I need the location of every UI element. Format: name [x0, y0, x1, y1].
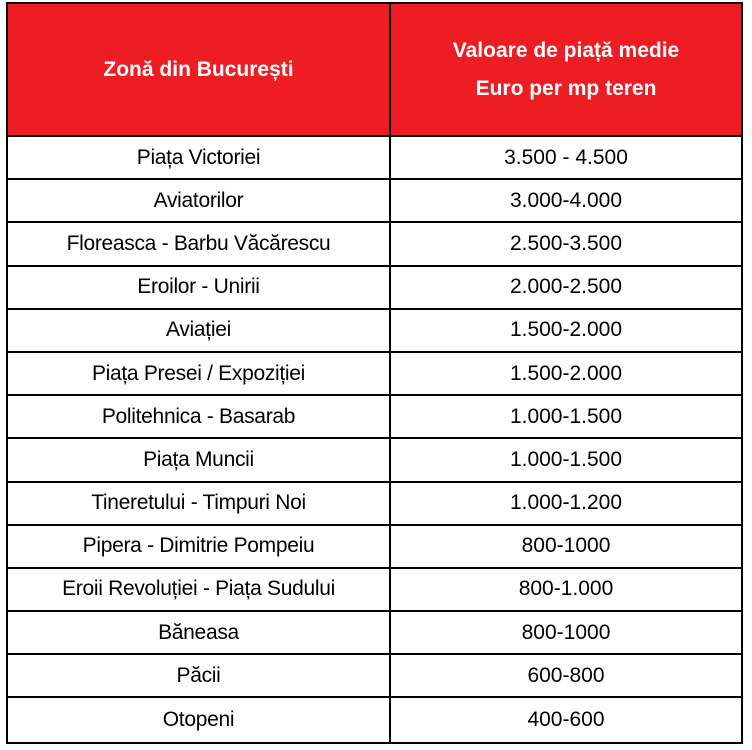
value-cell: 1.000-1.200 [509, 491, 623, 515]
zone-cell: Eroii Revoluției - Piața Sudului [8, 569, 391, 610]
zone-cell: Piața Victoriei [8, 137, 391, 178]
table-row [8, 310, 741, 353]
zone-cell: Păcii [8, 655, 391, 696]
table-row [8, 698, 741, 741]
zone-cell: Aviației [8, 310, 391, 351]
table-row [8, 180, 741, 223]
zone-cell: Eroilor - Unirii [8, 267, 391, 308]
value-cell: 800-1.000 [518, 577, 614, 601]
table-row [8, 223, 741, 266]
header-value-line1: Valoare de piață medie [452, 38, 680, 62]
value-cell: 800-1000 [521, 620, 611, 644]
zone-cell: Aviatorilor [8, 180, 391, 221]
value-cell: 1.000-1.500 [509, 404, 623, 428]
price-table [6, 2, 743, 744]
table-row [8, 655, 741, 698]
zone-cell: Pipera - Dimitrie Pompeiu [8, 526, 391, 567]
table-row [8, 396, 741, 439]
value-cell: 2.500-3.500 [509, 231, 623, 255]
header-zone-label: Zonă din București [103, 57, 294, 81]
value-cell: 800-1000 [521, 534, 611, 558]
value-cell: 3.000-4.000 [509, 188, 623, 212]
zone-cell: Floreasca - Barbu Văcărescu [8, 223, 391, 264]
value-cell: 3.500 - 4.500 [504, 145, 628, 169]
value-cell: 1.000-1.500 [509, 447, 623, 471]
zone-cell: Piața Presei / Expoziției [8, 353, 391, 394]
header-value-line2: Euro per mp teren [475, 76, 657, 100]
value-cell: 600-800 [527, 663, 605, 687]
zone-cell: Politehnica - Basarab [8, 396, 391, 437]
table-row [8, 267, 741, 310]
value-cell: 1.500-2.000 [509, 318, 623, 342]
table-body [8, 137, 741, 742]
value-cell: 1.500-2.000 [509, 361, 623, 385]
value-cell: 2.000-2.500 [509, 275, 623, 299]
table-header [8, 4, 741, 137]
header-zone [8, 4, 391, 135]
zone-cell: Băneasa [8, 612, 391, 653]
table-row [8, 137, 741, 180]
table-row [8, 483, 741, 526]
table-row [8, 569, 741, 612]
table-row [8, 526, 741, 569]
table-row [8, 353, 741, 396]
zone-cell: Tineretului - Timpuri Noi [8, 483, 391, 524]
header-value [391, 4, 741, 135]
table-row [8, 439, 741, 482]
table-row [8, 612, 741, 655]
zone-cell: Otopeni [8, 698, 391, 741]
zone-cell: Piața Muncii [8, 439, 391, 480]
value-cell: 400-600 [527, 708, 605, 732]
